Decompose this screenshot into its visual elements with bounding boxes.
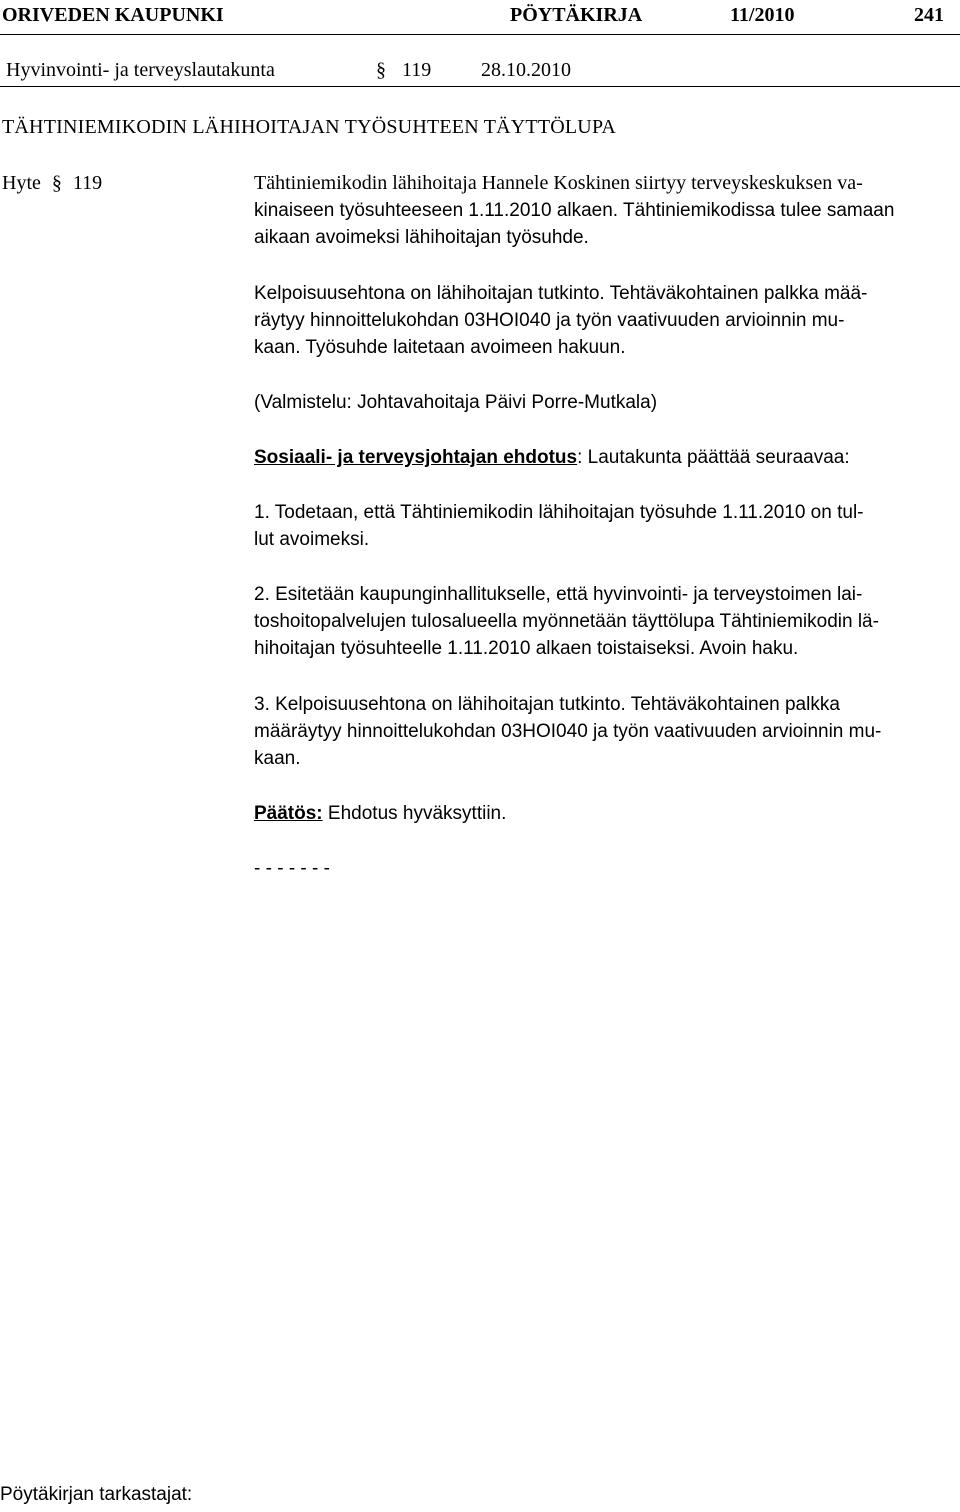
section-number: 119	[72, 172, 103, 194]
meeting-date: 28.10.2010	[481, 59, 571, 81]
paragraph-intro	[254, 170, 954, 197]
section-symbol-icon: §	[51, 172, 62, 194]
paragraph-line: Kelpoisuusehtona on lähihoitajan tutkinto. Tehtäväkohtainen palkka mää-	[254, 283, 868, 304]
doc-number: 11/2010	[730, 4, 795, 26]
page-title: TÄHTINIEMIKODIN LÄHIHOITAJAN TYÖSUHTEEN TÄYTTÖLUPA	[2, 116, 617, 138]
paragraph-qualification	[254, 280, 954, 361]
section-prefix: Hyte	[2, 172, 41, 194]
item-line: lut avoimeksi.	[254, 529, 370, 550]
section-symbol-icon: §	[376, 59, 386, 81]
proposal-label: Sosiaali- ja terveysjohtajan ehdotus	[254, 447, 578, 468]
paragraph-line: aikaan avoimeksi lähihoitajan työsuhde.	[254, 227, 589, 248]
footer-reviewers: Pöytäkirjan tarkastajat:	[0, 1484, 193, 1505]
paragraph-line: Tähtiniemikodin lähihoitaja Hannele Koskinen siirtyy terveyskeskuksen va-	[254, 172, 863, 194]
doc-type: PÖYTÄKIRJA	[510, 4, 643, 26]
committee-name: Hyvinvointi- ja terveyslautakunta	[6, 59, 275, 81]
paragraph-line: kinaiseen työsuhteeseen 1.11.2010 alkaen. Tähtiniemikodissa tulee samaan	[254, 200, 895, 221]
subheader-divider	[0, 86, 960, 87]
decision	[254, 800, 954, 827]
decision-text: Ehdotus hyväksyttiin.	[322, 803, 507, 824]
org-name: ORIVEDEN KAUPUNKI	[2, 4, 224, 26]
preparer-note	[254, 389, 954, 416]
item-line: kaan.	[254, 748, 301, 769]
header-divider	[0, 34, 960, 35]
paragraph-intro-cont	[254, 197, 954, 251]
proposal-heading	[254, 444, 954, 471]
page-number: 241	[914, 4, 944, 26]
decision-label: Päätös:	[254, 803, 323, 824]
proposal-item-3	[254, 691, 954, 772]
separator-dashes: - - - - - - -	[254, 858, 330, 879]
item-line: hihoitajan työsuhteelle 1.11.2010 alkaen toistaiseksi. Avoin haku.	[254, 638, 799, 659]
item-line: määräytyy hinnoittelukohdan 03HOI040 ja työn vaativuuden arvioinnin mu-	[254, 721, 882, 742]
item-line: 2. Esitetään kaupunginhallitukselle, että hyvinvointi- ja terveystoimen lai-	[254, 584, 863, 605]
proposal-item-1	[254, 499, 954, 553]
item-line: 3. Kelpoisuusehtona on lähihoitajan tutkinto. Tehtäväkohtainen palkka	[254, 694, 840, 715]
proposal-item-2	[254, 581, 954, 662]
item-line: toshoitopalvelujen tulosalueella myönnetään täyttölupa Tähtiniemikodin lä-	[254, 611, 879, 632]
header-section-number: 119	[402, 59, 432, 81]
proposal-text: : Lautakunta päättää seuraavaa:	[577, 447, 850, 468]
preparer-text: (Valmistelu: Johtavahoitaja Päivi Porre-Mutkala)	[254, 392, 658, 413]
section-label	[2, 172, 102, 195]
separator	[254, 855, 954, 882]
item-line: 1. Todetaan, että Tähtiniemikodin lähihoitajan työsuhde 1.11.2010 on tul-	[254, 502, 864, 523]
paragraph-line: räytyy hinnoittelukohdan 03HOI040 ja työn vaativuuden arvioinnin mu-	[254, 310, 845, 331]
paragraph-line: kaan. Työsuhde laitetaan avoimeen hakuun.	[254, 337, 626, 358]
